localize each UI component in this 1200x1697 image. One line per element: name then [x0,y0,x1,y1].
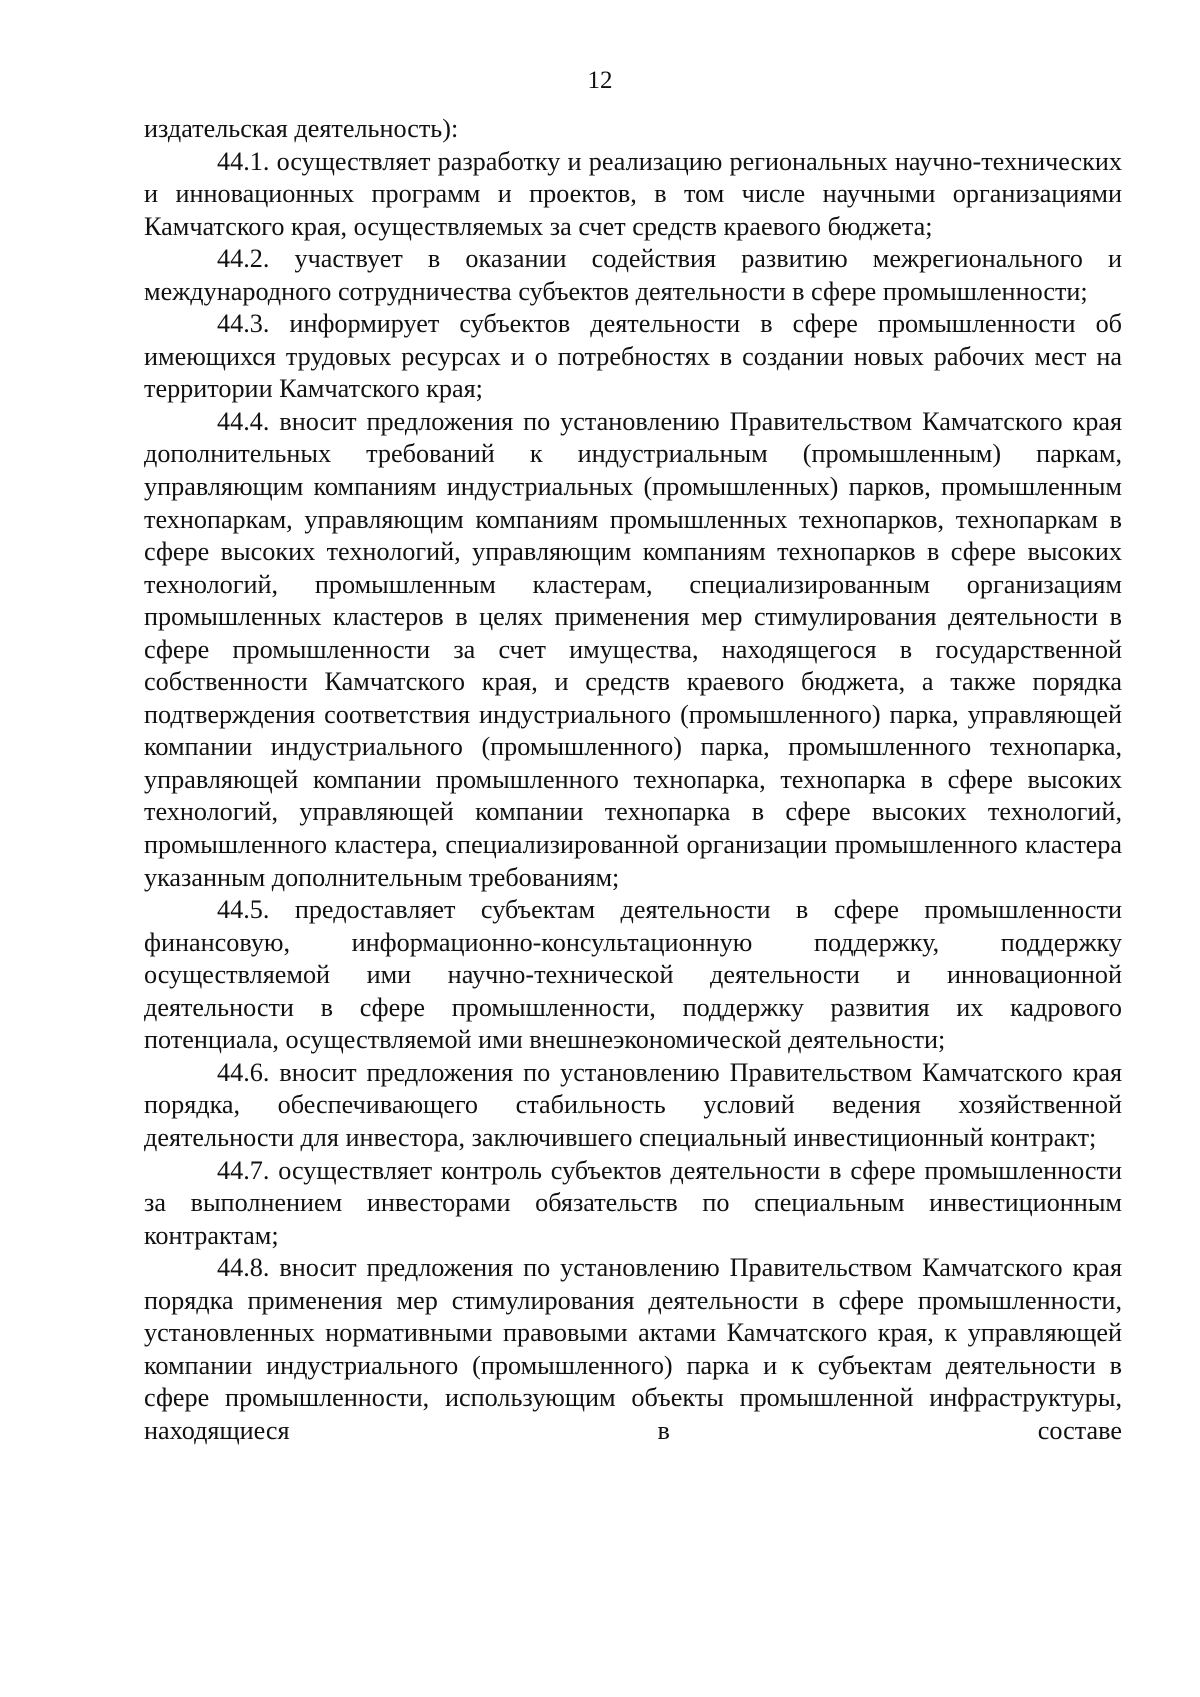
paragraph-44-6: 44.6. вносит предложения по установлению Правительством Камчатского края порядка, обеспечивающего стабильность условий ведения хозяйственной деятельности для инвестора, заключившего специальный инвестиционный контракт; [144,1057,1122,1152]
paragraph-continuation: издательская деятельность): [144,114,459,143]
paragraph-44-1: 44.1. осуществляет разработку и реализацию региональных научно-технических и инновационных программ и проектов, в том числе научными организациями Камчатского края, осуществляемых за счет средств краевого бюджета; [144,146,1122,241]
paragraph-44-8: 44.8. вносит предложения по установлению Правительством Камчатского края порядка применения мер стимулирования деятельности в сфере промышленности, установленных нормативными правовыми актами Камчатского края, к управляющей компании индустриального (промышленного) парка и к субъектам деятельности в сфере промышленности, использующим объекты промышленной инфраструктуры, находящиеся в составе [144,1253,1122,1445]
paragraph-44-5: 44.5. предоставляет субъектам деятельности в сфере промышленности финансовую, информационно-консультационную поддержку, поддержку осуществляемой ими научно-технической деятельности и инновационной деятельности в сфере промышленности, поддержку развития их кадрового потенциала, осуществляемой ими внешнеэкономической деятельности; [144,895,1122,1055]
page-number: 12 [587,67,613,94]
paragraph-44-4: 44.4. вносит предложения по установлению Правительством Камчатского края дополнительных требований к индустриальным (промышленным) паркам, управляющим компаниям индустриальных (промышленных) парков, промышленным технопаркам, управляющим компаниям промышленных технопарков, технопаркам в сфере высоких технологий, управляющим компаниям технопарков в сфере высоких технологий, промышленным кластерам, специализированным организациям промышленных кластеров в целях применения мер стимулирования деятельности в сфере промышленности за счет имущества, находящегося в государственной собственности Камчатского края, и средств краевого бюджета, а также порядка подтверждения соответствия индустриального (промышленного) парка, управляющей компании индустриального (промышленного) парка, промышленного технопарка, управляющей компании промышленного технопарка, технопарка в сфере высоких технологий, управляющей компании технопарка в сфере высоких технологий, промышленного кластера, специализированной организации промышленного кластера указанным дополнительным требованиям; [144,406,1122,892]
document-body [144,113,1122,1447]
paragraph-44-7: 44.7. осуществляет контроль субъектов деятельности в сфере промышленности за выполнением инвесторами обязательств по специальным инвестиционным контрактам; [144,1155,1122,1250]
paragraph-44-2: 44.2. участвует в оказании содействия развитию межрегионального и международного сотрудничества субъектов деятельности в сфере промышленности; [144,244,1122,306]
paragraph-44-3: 44.3. информирует субъектов деятельности в сфере промышленности об имеющихся трудовых ресурсах и о потребностях в создании новых рабочих мест на территории Камчатского края; [144,309,1122,404]
